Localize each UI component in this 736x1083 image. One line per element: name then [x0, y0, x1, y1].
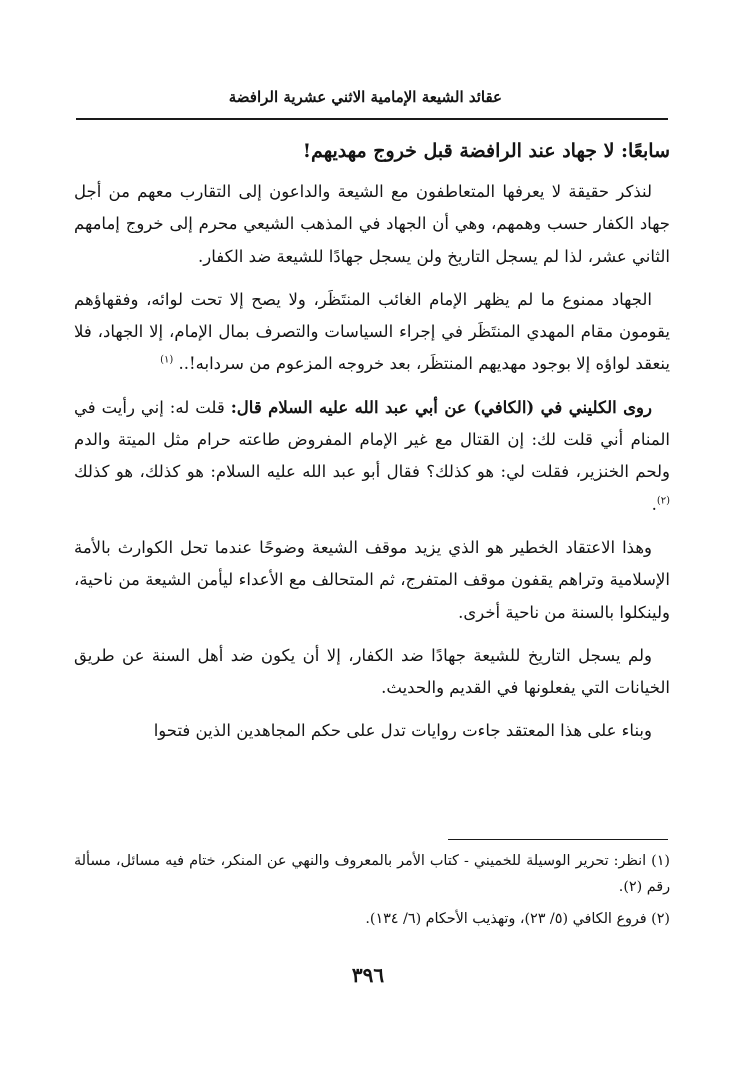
section-title: سابعًا: لا جهاد عند الرافضة قبل خروج مهديهم! — [302, 140, 670, 162]
paragraph-4 — [74, 532, 670, 629]
paragraph-1 — [74, 176, 670, 273]
paragraph-text: ولم يسجل التاريخ للشيعة جهادًا ضد الكفار، إلا أن يكون ضد أهل السنة عن طريق الخيانات التي يفعلونها في القديم والحديث. — [74, 645, 670, 698]
paragraph-6 — [74, 715, 670, 747]
paragraph-3 — [74, 392, 670, 521]
paragraph-text: الجهاد ممنوع ما لم يظهر الإمام الغائب المنتَظَر، ولا يصح إلا تحت لوائه، وفقهاؤهم يقومون مقام المهدي المنتَظَر في إجراء السياسات والتصرف بمال الإمام، إلا الجهاد، فلا ينعقد لواؤه إلا بوجود مهديهم المنتظَر، بعد خروجه المزعوم من سردابه!.. — [74, 289, 670, 374]
paragraph-2 — [74, 284, 670, 381]
footnote-2: (٢) فروع الكافي (٥/ ٢٣)، وتهذيب الأحكام (٦/ ١٣٤). — [365, 911, 670, 927]
footnote-rule — [448, 839, 668, 840]
footnotes — [74, 848, 670, 938]
footnote-1: (١) انظر: تحرير الوسيلة للخميني - كتاب الأمر بالمعروف والنهي عن المنكر، ختام فيه مسائل، مسألة رقم (٢). — [74, 853, 670, 895]
page-number: ٣٩٦ — [351, 963, 385, 987]
quoted-narration: روى الكليني في (الكافي) عن أبي عبد الله عليه السلام قال: — [230, 397, 652, 417]
paragraph-text: لنذكر حقيقة لا يعرفها المتعاطفون مع الشيعة والداعون إلى التقارب معهم من أجل جهاد الكفار حسب وهمهم، وهي أن الجهاد في المذهب الشيعي محرم إلى خروج إمامهم الثاني عشر، لذا لم يسجل التاريخ ولن يسجل جهادًا للشيعة ضد الكفار. — [74, 182, 670, 266]
page-body — [74, 134, 670, 759]
running-title: عقائد الشيعة الإمامية الاثني عشرية الرافضة — [228, 88, 502, 106]
paragraph-end: . — [651, 494, 657, 514]
footnote-reference: (٢) — [656, 495, 670, 507]
paragraph-5 — [74, 640, 670, 705]
paragraph-text: وبناء على هذا المعتقد جاءت روايات تدل على حكم المجاهدين الذين فتحوا — [153, 721, 652, 741]
paragraph-text: وهذا الاعتقاد الخطير هو الذي يزيد موقف الشيعة وضوحًا عندما تحل الكوارث بالأمة الإسلامية وتراهم يقفون موقف المتفرج، ثم المتحالف مع الأعداء ليأمن الشيعة من ناحية، ولينكلوا بالسنة من ناحية أخرى. — [74, 537, 670, 622]
footnote-reference: (١) — [160, 354, 174, 366]
paragraph-text: قلت له: إني رأيت في المنام أني قلت لك: إن القتال مع غير الإمام المفروض طاعته حرام مثل الميتة والدم ولحم الخنزير، فقلت لي: هو كذلك؟ فقال أبو عبد الله عليه السلام: هو كذلك، هو كذلك — [74, 397, 670, 482]
header-rule — [76, 118, 668, 120]
